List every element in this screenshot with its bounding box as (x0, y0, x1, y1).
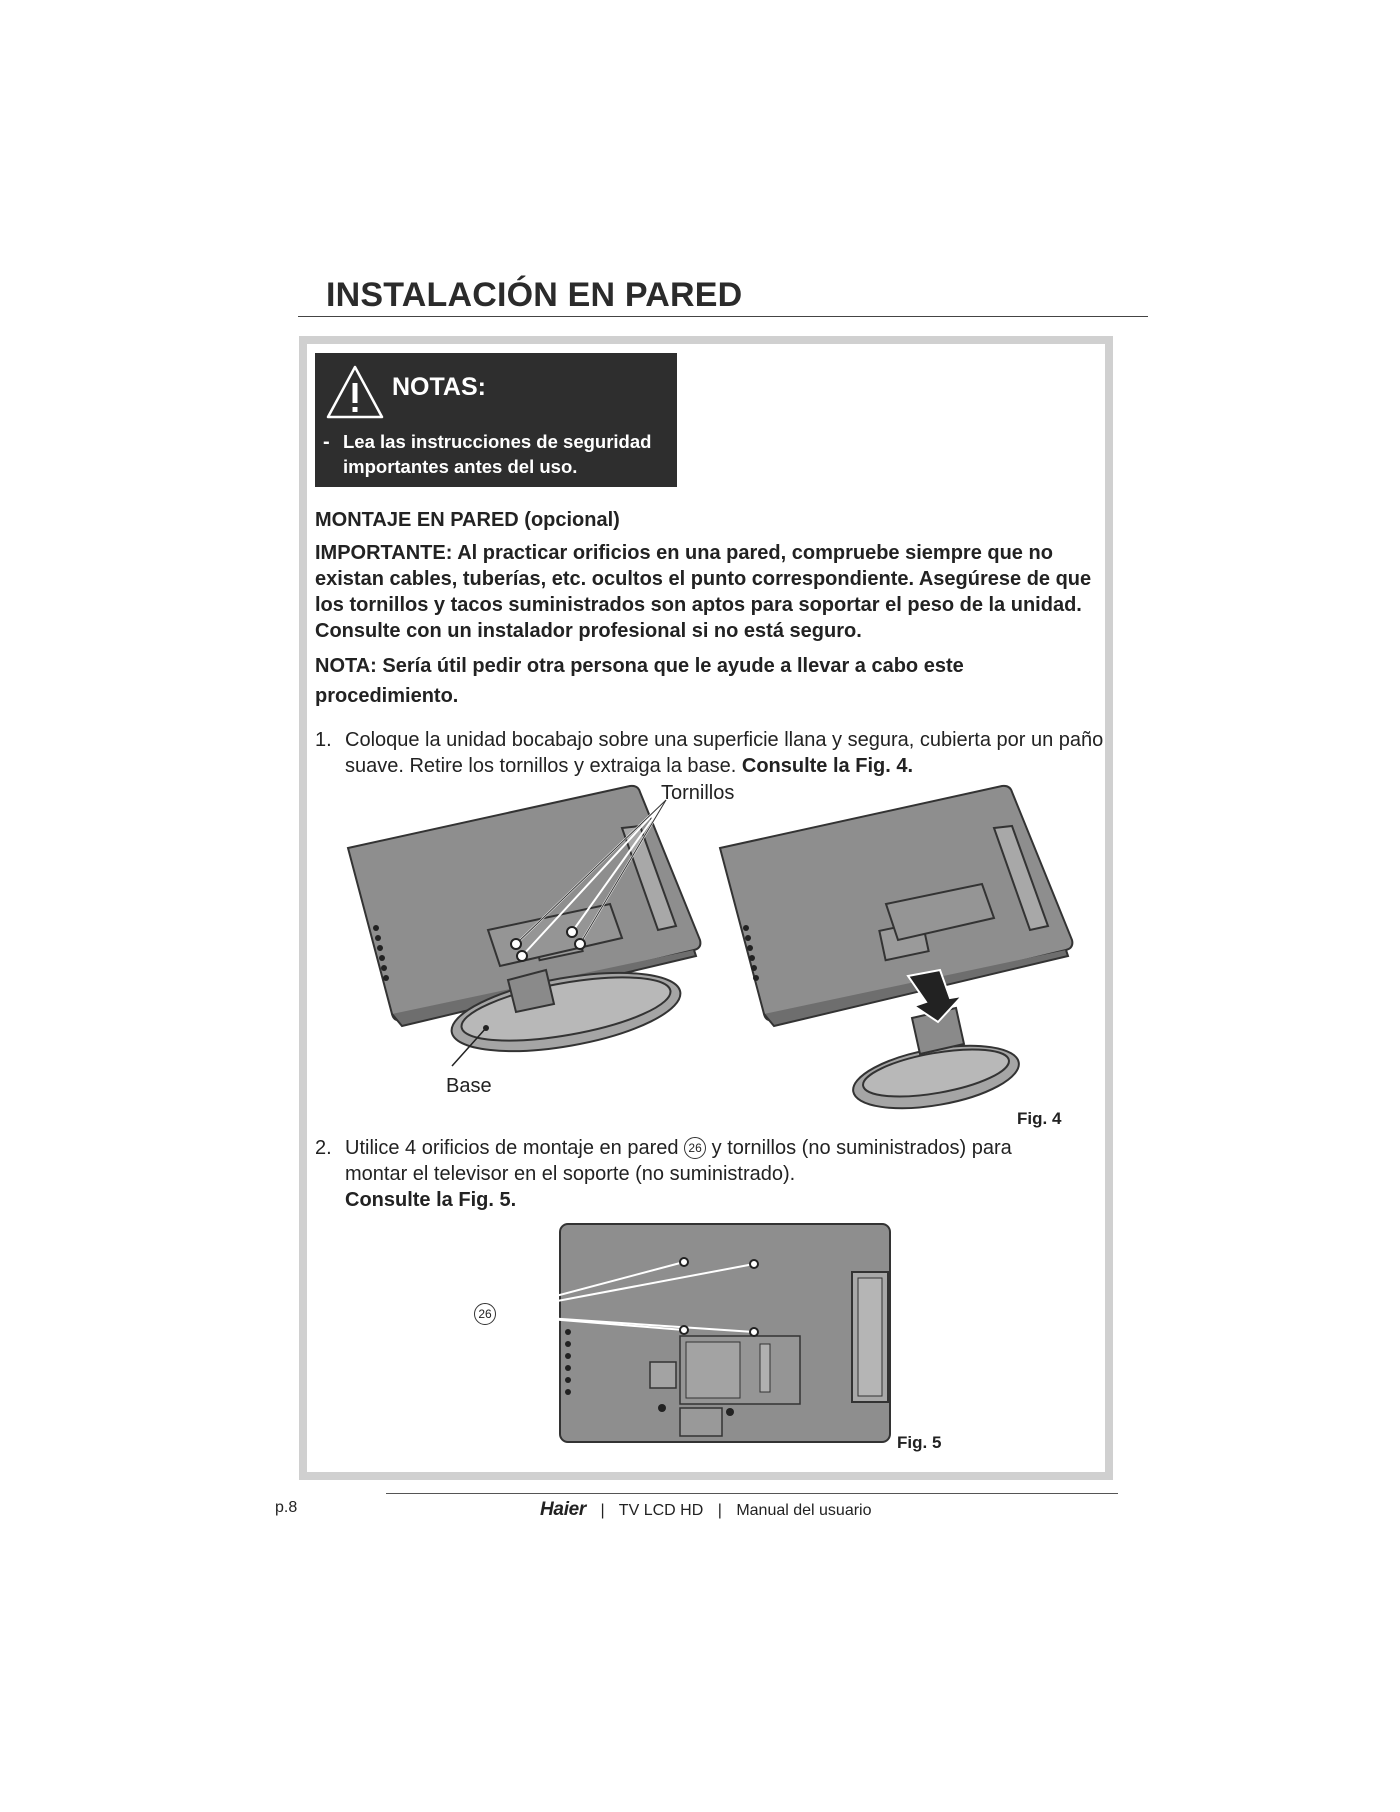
marker-26: 26 (684, 1137, 706, 1159)
footer-separator: | (600, 1502, 605, 1519)
title-underline (298, 316, 1148, 317)
footer-product: TV LCD HD (618, 1502, 704, 1519)
figure-4-label: Fig. 4 (1017, 1109, 1062, 1128)
footer (540, 1499, 872, 1521)
step-2-text (345, 1135, 1075, 1213)
notes-item: Lea las instrucciones de seguridad importantes antes del uso. (343, 431, 652, 477)
section-heading: MONTAJE EN PARED (opcional) (315, 509, 620, 531)
notes-bullet: - (323, 431, 330, 453)
figure-5-label: Fig. 5 (897, 1433, 942, 1452)
notes-heading: NOTAS: (392, 373, 486, 401)
footer-manual: Manual del usuario (736, 1502, 872, 1519)
footer-separator: | (717, 1502, 722, 1519)
step-number: 2. (315, 1137, 332, 1159)
notes-box (315, 353, 677, 487)
important-paragraph: IMPORTANTE: Al practicar orificios en una pared, compruebe siempre que no existan cables, tuberías, etc. ocultos el punto correspondiente. Asegúrese de que los tornillos y tacos suministrados son aptos para soportar el peso de la unidad. Consulte con un instalador profesional si no está seguro. (315, 542, 1092, 642)
brand-logo: Haier (540, 1499, 587, 1520)
tv-back-base-removed (720, 786, 1072, 1119)
step-number: 1. (315, 729, 332, 751)
step-1-figure-ref: Consulte la Fig. 4. (741, 755, 914, 777)
warning-triangle-icon (325, 363, 385, 426)
fig5-marker-26: 26 (474, 1303, 496, 1325)
step-2-figure-ref: Consulte la Fig. 5. (345, 1189, 517, 1211)
tv-back-panel (560, 1224, 890, 1442)
page-number: p.8 (275, 1499, 298, 1516)
figure-5-diagram (470, 1222, 900, 1450)
step-2-body-start: Utilice 4 orificios de montaje en pared (345, 1137, 679, 1159)
callout-screws: Tornillos (661, 782, 735, 804)
page-title: INSTALACIÓN EN PARED (326, 276, 743, 314)
tv-back-with-base (348, 786, 700, 1066)
nota-paragraph: NOTA: Sería útil pedir otra persona que le ayude a llevar a cabo este procedimiento. (315, 655, 964, 707)
step-1-body: Coloque la unidad bocabajo sobre una superficie llana y segura, cubierta por un paño suave. Retire los tornillos y extraiga la base. (345, 729, 1104, 777)
callout-base: Base (446, 1075, 492, 1097)
step-1-text (345, 727, 1105, 779)
figure-4-diagram (340, 780, 1100, 1120)
step-2-body-end: y tornillos (no suministrados) para montar el televisor en el soporte (no suministrado). (345, 1137, 1012, 1185)
footer-rule (386, 1493, 1118, 1494)
